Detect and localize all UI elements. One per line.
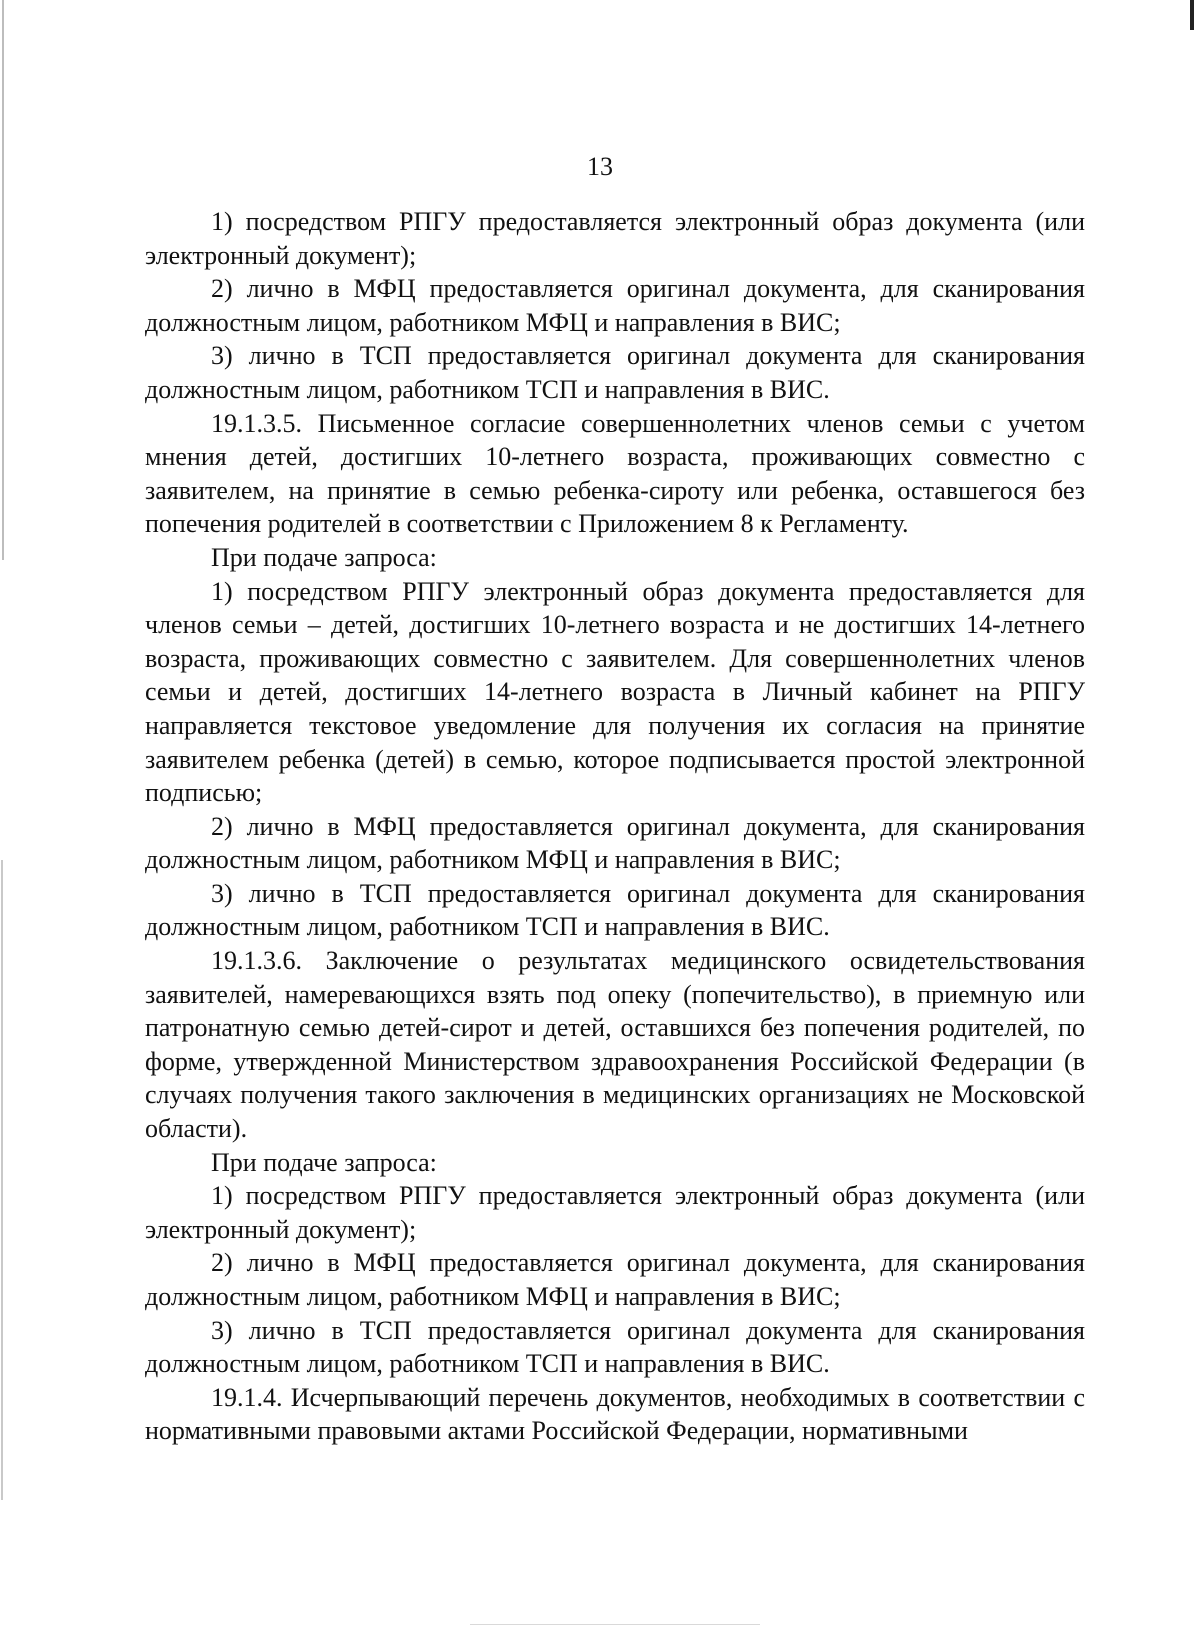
paragraph: При подаче запроса: (211, 542, 437, 572)
section-paragraph: 19.1.3.5. Письменное согласие совершеннолетних членов семьи с учетом мнения детей, достигших 10-летнего возраста, проживающих совместно с заявителем, на принятие в семью ребенка-сироту или ребенка, оставшегося без попечения родителей в соответствии с Приложением 8 к Регламенту. (145, 408, 1085, 539)
paragraph: 3) лично в ТСП предоставляется оригинал документа для сканирования должностным лицом, работником ТСП и направления в ВИС. (145, 1315, 1085, 1379)
scan-edge-right (1190, 0, 1194, 30)
paragraph: 1) посредством РПГУ предоставляется электронный образ документа (или электронный документ); (145, 1181, 1085, 1244)
paragraph: 3) лично в ТСП предоставляется оригинал документа для сканирования должностным лицом, работником ТСП и направления в ВИС. (145, 341, 1085, 404)
scan-edge-left-lower (1, 860, 3, 1500)
paragraph: 3) лично в ТСП предоставляется оригинал документа для сканирования должностным лицом, работником ТСП и направления в ВИС. (145, 878, 1085, 942)
paragraph: При подаче запроса: (211, 1147, 437, 1177)
scan-edge-left (2, 0, 4, 560)
scan-bottom-mark (470, 1624, 760, 1625)
paragraph: 2) лично в МФЦ предоставляется оригинал документа, для сканирования должностным лицом, работником МФЦ и направления в ВИС; (145, 274, 1085, 337)
section-paragraph: 19.1.4. Исчерпывающий перечень документов, необходимых в соответствии с нормативными правовыми актами Российской Федерации, нормативными (145, 1382, 1085, 1446)
paragraph: 2) лично в МФЦ предоставляется оригинал документа, для сканирования должностным лицом, работником МФЦ и направления в ВИС; (145, 1248, 1085, 1311)
paragraph: 1) посредством РПГУ предоставляется электронный образ документа (или электронный документ); (145, 207, 1085, 270)
paragraph: 1) посредством РПГУ электронный образ документа предоставляется для членов семьи – детей, достигших 10-летнего возраста и не достигших 14-летнего возраста, проживающих совместно с заявителем. Для совершеннолетних членов семьи и детей, достигших 14-летнего возраста в Личный кабинет на РПГУ направляется текстовое уведомление для получения их согласия на принятие заявителем ребенка (детей) в семью, которое подписывается простой электронной подписью; (145, 576, 1085, 808)
page-number: 13 (587, 152, 613, 181)
paragraph: 2) лично в МФЦ предоставляется оригинал документа, для сканирования должностным лицом, работником МФЦ и направления в ВИС; (145, 811, 1085, 875)
section-paragraph: 19.1.3.6. Заключение о результатах медицинского освидетельствования заявителей, намеревающихся взять под опеку (попечительство), в приемную или патронатную семью детей-сирот и детей, оставшихся без попечения родителей, по форме, утвержденной Министерством здравоохранения Российской Федерации (в случаях получения такого заключения в медицинских организациях не Московской области). (145, 946, 1085, 1144)
document-body (145, 205, 1085, 1448)
